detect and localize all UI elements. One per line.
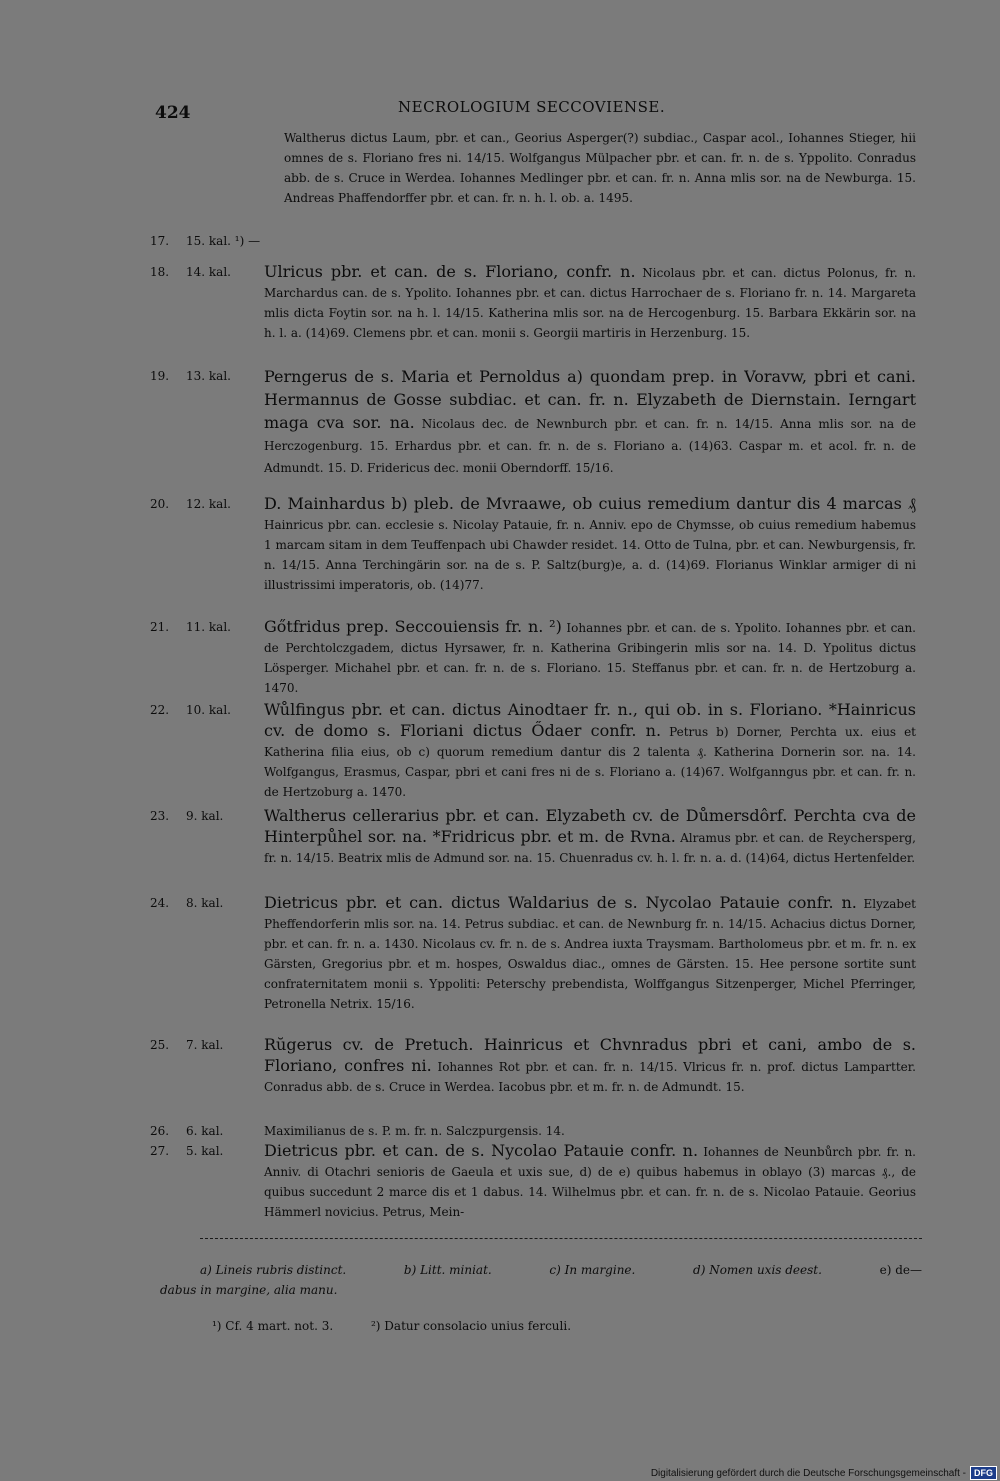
entry-lead: Dietricus pbr. et can. de s. Nycolao Patauie confr. n.: [264, 1141, 699, 1160]
entry-number: 21.: [150, 620, 170, 634]
entry-number: 24.: [150, 896, 170, 910]
footnote-e-continuation: [160, 1280, 922, 1300]
entry-number: 17.: [150, 234, 170, 248]
entry-body: [264, 1141, 916, 1222]
entry-text: Nicolaus dec. de Newnburch pbr. et can. fr. n. 14/15. Anna mlis sor. na de Herczogenburg. 15. Erhardus pbr. et can. fr. n. de s. Floriano a. (14)63. Caspar m. et acol. fr. n. de Admundt. 15. D. Fridericus dec. monii Oberndorff. 15/16.: [264, 417, 916, 475]
entry-number: 23.: [150, 809, 170, 823]
footnote-row: [200, 1260, 922, 1280]
entry-body: [264, 494, 916, 595]
entry-body: [264, 1121, 916, 1141]
entry-number: 18.: [150, 265, 170, 279]
footnote-divider: [200, 1238, 922, 1239]
entry-23: [150, 806, 920, 868]
entry-number: 22.: [150, 703, 170, 717]
entry-text: Hainricus pbr. can. ecclesie s. Nicolay Patauie, fr. n. Anniv. epo de Chymsse, ob cuius remedium habemus 1 marcam sitam in dem Teuffenpach ubi Chawder residet. 14. Otto de Tulna, pbr. et can. Newburgensis, fr. n. 14/15. Anna Terchingärin sor. na de s. P. Saltz(burg)e, a. d. (14)69. Florianus Winklar armiger di ni illustrissimi imperatoris, ob. (14)77.: [264, 518, 916, 592]
entry-body: [264, 893, 916, 1014]
entry-body: [264, 617, 916, 698]
entry-22: [150, 700, 920, 802]
footnote-e-text: dabus in margine, alia manu.: [160, 1283, 338, 1297]
entry-body: [264, 366, 916, 479]
footnote-2: ²) Datur consolacio unius ferculi.: [370, 1319, 572, 1333]
entry-lead: Rŭgerus cv. de Pretuch. Hainricus et Chvnradus pbri et cani, ambo de s. Floriano, confres ni.: [264, 1035, 916, 1075]
entry-text: Alramus pbr. et can. de Reychersperg, fr. n. 14/15. Beatrix mlis de Admund sor. na. 15. Chuenradus cv. h. l. fr. n. a. d. (14)64, dictus Hertenfelder.: [264, 831, 916, 865]
credit-text: Digitalisierung gefördert durch die Deutsche Forschungsgemeinschaft -: [650, 1467, 966, 1479]
entry-lead: Ulricus pbr. et can. de s. Floriano, confr. n.: [264, 262, 636, 281]
entry-number: 20.: [150, 497, 170, 511]
entry-text: Iohannes de Neunbůrch pbr. fr. n. Anniv. di Otachri senioris de Gaeula et uxis sue, d) de e) quibus habemus in oblayo (3) marcas ₰., de quibus succedunt 2 marce dis et 1 dabus. 14. Wilhelmus pbr. et can. fr. n. de s. Nicolao Patauie. Georius Hämmerl novicius. Petrus, Mein-: [264, 1145, 916, 1219]
entry-date: 11. kal.: [186, 620, 231, 634]
entry-lead: D. Mainhardus b) pleb. de Mvraawe, ob cuius remedium dantur dis 4 marcas ₰: [264, 494, 916, 513]
footnote-e: e) de—: [879, 1263, 922, 1277]
footnote-d: d) Nomen uxis deest.: [693, 1263, 822, 1277]
entry-lead: Perngerus de s. Maria et Pernoldus a) quondam prep. in Voravw, pbri et cani. Hermannus de Gosse subdiac. et can. fr. n. Elyzabeth de Diernstain. Ierngart maga cva sor. na.: [264, 367, 916, 432]
footnotes-lettered: [160, 1260, 922, 1300]
footnote-1: ¹) Cf. 4 mart. not. 3.: [212, 1319, 334, 1333]
entry-lead: Gőtfridus prep. Seccouiensis fr. n. ²): [264, 617, 562, 636]
entry-date: 12. kal.: [186, 497, 231, 511]
entry-date: 10. kal.: [186, 703, 231, 717]
intro-paragraph: Waltherus dictus Laum, pbr. et can., Georius Asperger(?) subdiac., Caspar acol., Iohannes Stieger, hii omnes de s. Floriano fres ni. 14/15. Wolfgangus Mülpacher pbr. et can. fr. n. de s. Yppolito. Conradus abb. de s. Cruce in Werdea. Iohannes Medlinger pbr. et can. fr. n. Anna mlis sor. na de Newburga. 15. Andreas Phaffendorffer pbr. et can. fr. n. h. l. ob. a. 1495.: [284, 131, 916, 205]
entry-number: 27.: [150, 1144, 170, 1158]
footnote-a: a) Lineis rubris distinct.: [200, 1263, 347, 1277]
entry-25: [150, 1035, 920, 1097]
entry-date: 5. kal.: [186, 1144, 224, 1158]
entry-text: Elyzabet Pheffendorferin mlis sor. na. 14. Petrus subdiac. et can. de Newnburg fr. n. 14/15. Achacius dictus Dorner, pbr. et can. fr. n. a. 1430. Nicolaus cv. fr. n. de s. Andrea iuxta Traysmam. Bartholomeus pbr. et m. fr. n. ex Gärsten, Gregorius pbr. et m. hospes, Oswaldus diac., omnes de Gärsten. 15. Hee persone sortite sunt confraternitatem monii s. Yppoliti: Peterschy prebendista, Wolffgangus Sitzenperger, Michel Pferringer, Petronella Netrix. 15/16.: [264, 897, 916, 1011]
entry-number: 19.: [150, 369, 170, 383]
entry-lead: Waltherus cellerarius pbr. et can. Elyzabeth cv. de Důmersdôrf. Perchta cva de Hinterpůhel sor. na. *Fridricus pbr. et m. de Rvna.: [264, 806, 916, 846]
entry-lead: Dietricus pbr. et can. dictus Waldarius de s. Nycolao Patauie confr. n.: [264, 893, 857, 912]
entry-date: 7. kal.: [186, 1038, 224, 1052]
entry-text: Nicolaus pbr. et can. dictus Polonus, fr. n. Marchardus can. de s. Ypolito. Iohannes pbr. et can. dictus Harrochaer de s. Floriano fr. n. 14. Margareta mlis dicta Foytin sor. na h. l. 14/15. Katherina mlis sor. na de Hercogenburg. 15. Barbara Ekkärin sor. na h. l. a. (14)69. Clemens pbr. et can. monii s. Georgii martiris in Herzenburg. 15.: [264, 266, 916, 340]
entry-26: [150, 1121, 920, 1141]
entry-body: [264, 700, 916, 802]
footnotes-numbered: [212, 1316, 605, 1336]
entry-21: [150, 617, 920, 698]
entry-date: 13. kal.: [186, 369, 231, 383]
footnote-c: c) In margine.: [549, 1263, 636, 1277]
entry-body: [264, 1035, 916, 1097]
entry-date: 15. kal. ¹) —: [186, 234, 261, 248]
entry-18: [150, 262, 920, 343]
entry-date: 6. kal.: [186, 1124, 224, 1138]
page-number: 424: [155, 103, 191, 123]
entry-text: Iohannes Rot pbr. et can. fr. n. 14/15. Vlricus fr. n. prof. dictus Lampartter. Conradus abb. de s. Cruce in Werdea. Iacobus pbr. et m. fr. n. de Admundt. 15.: [264, 1060, 916, 1094]
entry-text: Iohannes pbr. et can. de s. Ypolito. Iohannes pbr. et can. de Perchtolczgadem, dictus Hyrsawer, fr. n. Katherina Gribingerin mlis sor na. 14. D. Ypolitus dictus Lösperger. Michahel pbr. et can. fr. n. de s. Floriano. 15. Steffanus pbr. et can. fr. n. de Hertzoburg a. 1470.: [264, 621, 916, 695]
entry-date: 14. kal.: [186, 265, 231, 279]
entry-27: [150, 1141, 920, 1222]
entry-date: 8. kal.: [186, 896, 224, 910]
entry-20: [150, 494, 920, 595]
entry-date: 9. kal.: [186, 809, 224, 823]
running-title: NECROLOGIUM SECCOVIENSE.: [398, 98, 666, 116]
entry-body: [264, 806, 916, 868]
entry-24: [150, 893, 920, 1014]
entry-19: [150, 366, 920, 479]
dfg-logo[interactable]: DFG: [970, 1466, 997, 1480]
entry-text: Maximilianus de s. P. m. fr. n. Salczpurgensis. 14.: [264, 1124, 565, 1138]
entry-number: 26.: [150, 1124, 170, 1138]
footnote-b: b) Litt. miniat.: [403, 1263, 492, 1277]
digitization-credit: [651, 1466, 997, 1480]
entry-number: 25.: [150, 1038, 170, 1052]
entry-text: Petrus b) Dorner, Perchta ux. eius et Katherina filia eius, ob c) quorum remedium dantur dis 2 talenta ₰. Katherina Dornerin sor. na. 14. Wolfgangus, Erasmus, Caspar, pbri et cani fres ni de s. Floriano a. (14)67. Wolfganngus pbr. et can. fr. n. de Hertzoburg a. 1470.: [264, 725, 917, 799]
entry-body: [264, 262, 916, 343]
entry-lead: Wůlfingus pbr. et can. dictus Ainodtaer fr. n., qui ob. in s. Floriano. *Hainricus cv. de domo s. Floriani dictus Ődaer confr. n.: [264, 700, 916, 740]
